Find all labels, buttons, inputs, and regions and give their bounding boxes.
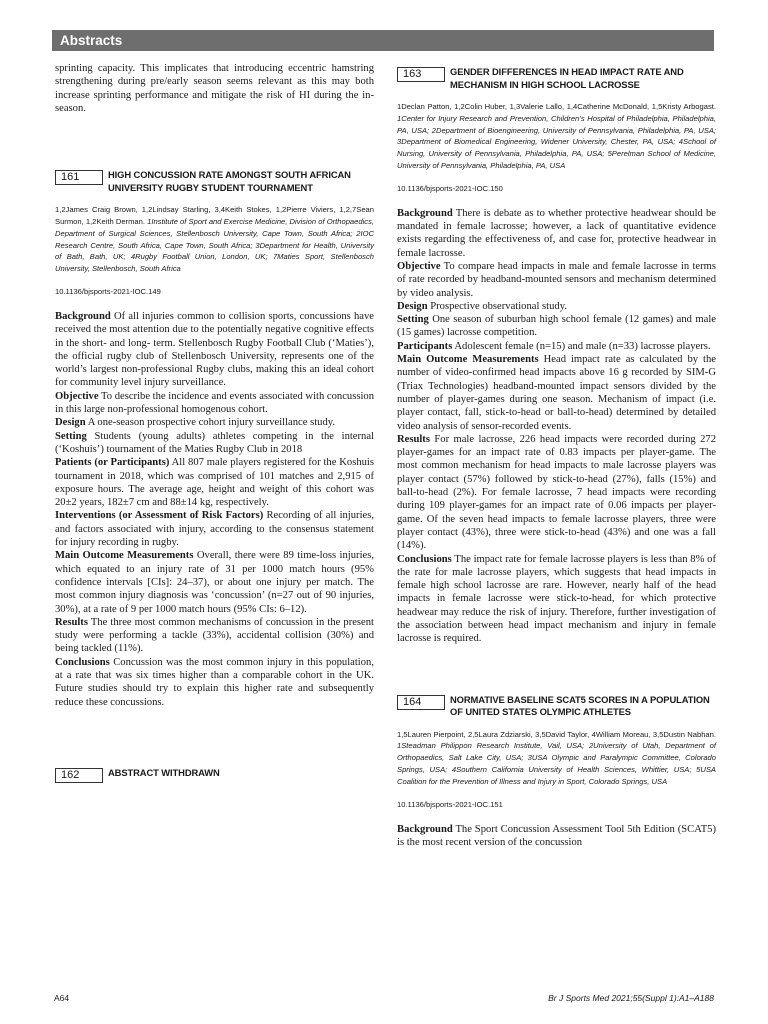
abstract-section (397, 823, 716, 850)
section-label: Objective (397, 260, 441, 272)
abstract-section (397, 340, 716, 353)
abstract-title: ABSTRACT WITHDRAWN (108, 766, 220, 778)
left-column (55, 62, 374, 783)
authors: 1,2James Craig Brown, 1,2Lindsay Starling, 3,4Keith Stokes, 1,2Pierre Viviers, 1,2,7Sean Surmon, 1,2Keith Derman. (55, 205, 374, 226)
section-text: Students (young adults) athletes competing in the internal (‘Koshuis’) tournament of the Maties Rugby Club in 2018 (55, 430, 374, 455)
section-text: Prospective observational study. (430, 300, 567, 312)
section-label: Conclusions (397, 553, 452, 565)
abstract-section (397, 433, 716, 553)
abstract-body (397, 823, 716, 850)
doi: 10.1136/bjsports-2021-IOC.151 (397, 799, 503, 809)
section-label: Interventions (or Assessment of Risk Factors) (55, 510, 264, 522)
abstract-section (55, 616, 374, 656)
section-label: Setting (55, 430, 87, 442)
abstract-section (397, 553, 716, 646)
section-label: Background (397, 207, 453, 219)
journal-citation: Br J Sports Med 2021;55(Suppl 1):A1–A188 (548, 993, 714, 1003)
abstract-161 (55, 169, 374, 709)
abstract-section (55, 656, 374, 709)
section-label: Results (397, 433, 430, 445)
abstract-162 (55, 767, 374, 783)
page-number: A64 (54, 993, 70, 1003)
section-label: Objective (55, 390, 99, 402)
abstract-section (397, 353, 716, 433)
section-text: All 807 male players registered for the Koshuis tournament in 2018, which was comprised of 101 matches and 2,915 of exposure hours. The average age, height and weight of this cohort was 20±2 years, 182±7 cm and 88±14 kg, respectively. (55, 457, 374, 509)
abstract-section (55, 310, 374, 390)
abstract-section (55, 456, 374, 509)
section-text: Overall, there were 89 time-loss injuries, which equated to an injury rate of 31 per 1000 match hours (95% confidence intervals [CIs]: 24–37), or about one injury per match. The most common injury diagnosis was ‘concussion’ (n=27 out of 90 injuries, 30%), at a rate of 9 per 1000 match hours (95% CIs: 6–12). (55, 550, 374, 615)
section-label: Main Outcome Measurements (55, 550, 194, 562)
abstract-title: NORMATIVE BASELINE SCAT5 SCORES IN A POPULATION OF UNITED STATES OLYMPIC ATHLETES (450, 693, 710, 718)
abstract-header (397, 694, 716, 719)
authors: 1Declan Patton, 1,2Colin Huber, 1,3Valerie Lallo, 1,4Catherine McDonald, 1,5Kristy Arbogast. (397, 102, 716, 111)
author-block (397, 101, 716, 172)
continued-text: sprinting capacity. This implicates that introducing eccentric hamstring strengthening during pre/early season seems relevant as this may both increase sprinting performance and mitigate the risk of HI during the in-season. (55, 63, 374, 114)
section-text: The impact rate for female lacrosse players is less than 8% of the rate for male lacrosse players, which suggests that head impacts in female high school lacrosse are rare. However, nearly half of the head impacts in female lacrosse were stick-to-head, for which protective headwear may reduce the risk of injury. Therefore, further investigation of the association between head impact mechanism and injury in female lacrosse is required. (397, 553, 716, 645)
authors: 1,5Lauren Pierpoint, 2,5Laura Zdziarski, 3,5David Taylor, 4William Moreau, 3,5Dustin Nabhan. (397, 729, 716, 739)
section-label: Background (55, 310, 111, 322)
section-text: Of all injuries common to collision sports, concussions have received the most attention due to the potentially negative cognitive effects in the short- and long- term. Stellenbosch Rugby Football Club (‘Maties’), the official rugby club of Stellenbosch University, represents one of the world’s largest non-professional Rugby clubs, making this an ideal cohort for community level injury surveillance. (55, 310, 374, 389)
abstract-163 (397, 66, 716, 646)
affiliations: 1Institute of Sport and Exercise Medicine, Division of Orthopaedics, Department of Surgical Sciences, Stellenbosch University, Cape Town, South Africa; 2IOC Research Centre, South Africa, Cape Town, South Africa; 3Department for Health, University of Bath, Bath, UK; 4Rugby Football Union, London, UK; 7Maties Sport, Stellenbosch University, Stellenbosch, South Africa (55, 216, 374, 274)
affiliations: 1Steadman Philippon Research Institute, Vail, USA; 2University of Utah, Department of Orthopaedics, Salt Lake City, USA; 3USA Olympic and Paralympic Committee, Colorado Springs, USA; 4Southern California University of Health Sciences, Whittier, USA; 5USA Coalition for the Prevention of Illness and Injury in Sport, Colorado Springs, USA (397, 741, 716, 786)
author-block (397, 729, 716, 788)
section-text: Concussion was the most common injury in this population, at a rate that was six times higher than a comparable cohort in the UK. Future studies should try to explain this higher rate and subsequently reduce these concussions. (55, 656, 374, 708)
abstract-header (397, 66, 716, 91)
section-text: One season of suburban high school female (12 games) and male (15 games) lacrosse competition. (397, 314, 716, 339)
abstract-section (55, 549, 374, 615)
section-text: To compare head impacts in male and female lacrosse in terms of rate recorded by headband-mounted sensors and mechanism determined by video analysis. (397, 260, 716, 299)
abstract-section (397, 260, 716, 300)
section-label: Setting (397, 314, 429, 326)
abstract-body (397, 207, 716, 646)
abstract-title: HIGH CONCUSSION RATE AMONGST SOUTH AFRICAN UNIVERSITY RUGBY STUDENT TOURNAMENT (108, 169, 351, 193)
abstract-header (55, 767, 374, 783)
abstract-number: 163 (397, 67, 445, 82)
section-text: The three most common mechanisms of concussion in the present study were performing a tackle (33%), accidental collision (30%) and being tackled (11%). (55, 616, 374, 655)
abstract-section (397, 207, 716, 260)
abstract-header (55, 169, 374, 194)
section-text: A one-season prospective cohort injury surveillance study. (87, 417, 336, 429)
section-label: Design (397, 300, 428, 312)
section-text: To describe the incidence and events associated with concussion in this large non-professional homogenous cohort. (55, 390, 374, 416)
section-label: Participants (397, 340, 453, 352)
abstract-section (55, 430, 374, 457)
section-label: Design (55, 417, 86, 429)
section-label: Background (397, 823, 453, 835)
abstract-section (55, 416, 374, 429)
abstract-number: 164 (397, 695, 445, 710)
abstract-section (55, 509, 374, 549)
author-block (55, 204, 374, 275)
abstract-number: 162 (55, 768, 103, 783)
abstract-164 (397, 694, 716, 850)
affiliations: 1Center for Injury Research and Prevention, Children’s Hospital of Philadelphia, Philadelphia, PA, USA; 2Department of Bioengineering, University of Pennsylvania, Philadelphia, PA, USA; 3Department of Biomedical Engineering, Widener University, Chester, PA, USA; 4School of Nursing, University of Pennsylvania, Philadelphia, PA, USA; 5Perelman School of Medicine, University of Pennsylvania, Philadelphia, PA, USA (397, 113, 716, 170)
section-text: Head impact rate as calculated by the number of video-confirmed head impacts above 16 g recorded by SIM-G (Triax Technologies) headband-mounted impact sensors divided by the number of player-games during one season. Mechanism of impact (i.e. player contact, fall, stick-to-head or ball-to-head) determined by detailed video analysis of sensor-recorded events. (397, 354, 716, 432)
section-text: The Sport Concussion Assessment Tool 5th Edition (SCAT5) is the most recent version of the concussion (397, 823, 716, 848)
doi: 10.1136/bjsports-2021-IOC.150 (397, 183, 503, 193)
right-column (397, 66, 716, 849)
abstract-section (397, 300, 716, 313)
section-banner: Abstracts (52, 30, 714, 51)
abstract-body (55, 310, 374, 709)
doi: 10.1136/bjsports-2021-IOC.149 (55, 286, 161, 296)
abstract-section (397, 313, 716, 340)
abstract-title: GENDER DIFFERENCES IN HEAD IMPACT RATE AND MECHANISM IN HIGH SCHOOL LACROSSE (450, 66, 684, 90)
section-text: Recording of all injuries, and factors associated with injury, according to the consensus statement for injury recording in rugby. (55, 510, 374, 549)
section-label: Main Outcome Measurements (397, 354, 539, 366)
abstract-section (55, 390, 374, 417)
section-label: Patients (or Participants) (55, 457, 170, 469)
section-text: There is debate as to whether protective headwear should be mandated in female lacrosse; however, a lack of quantitative evidence exists regarding the effectiveness of, and case for, protective headwear in female lacrosse. (397, 207, 716, 259)
abstract-number: 161 (55, 170, 103, 185)
section-text: For male lacrosse, 226 head impacts were recorded during 272 player-games for an impact rate of 0.83 impacts per player-game. The most common mechanism for head impacts to male lacrosse players was player contact (57%) followed by stick-to-head (27%), falls (15%) and ball-to-head (2%). For female lacrosse, 7 head impacts were recording during 109 player-games for an impact rate of 0.06 impacts per player-game. Of the seven head impacts to female lacrosse players, three were player contact (43%), three were stick-to-head (43%) and one was a fall (14%). (397, 433, 716, 552)
section-label: Conclusions (55, 656, 110, 668)
section-text: Adolescent female (n=15) and male (n=33) lacrosse players. (454, 340, 711, 352)
section-label: Results (55, 616, 88, 628)
